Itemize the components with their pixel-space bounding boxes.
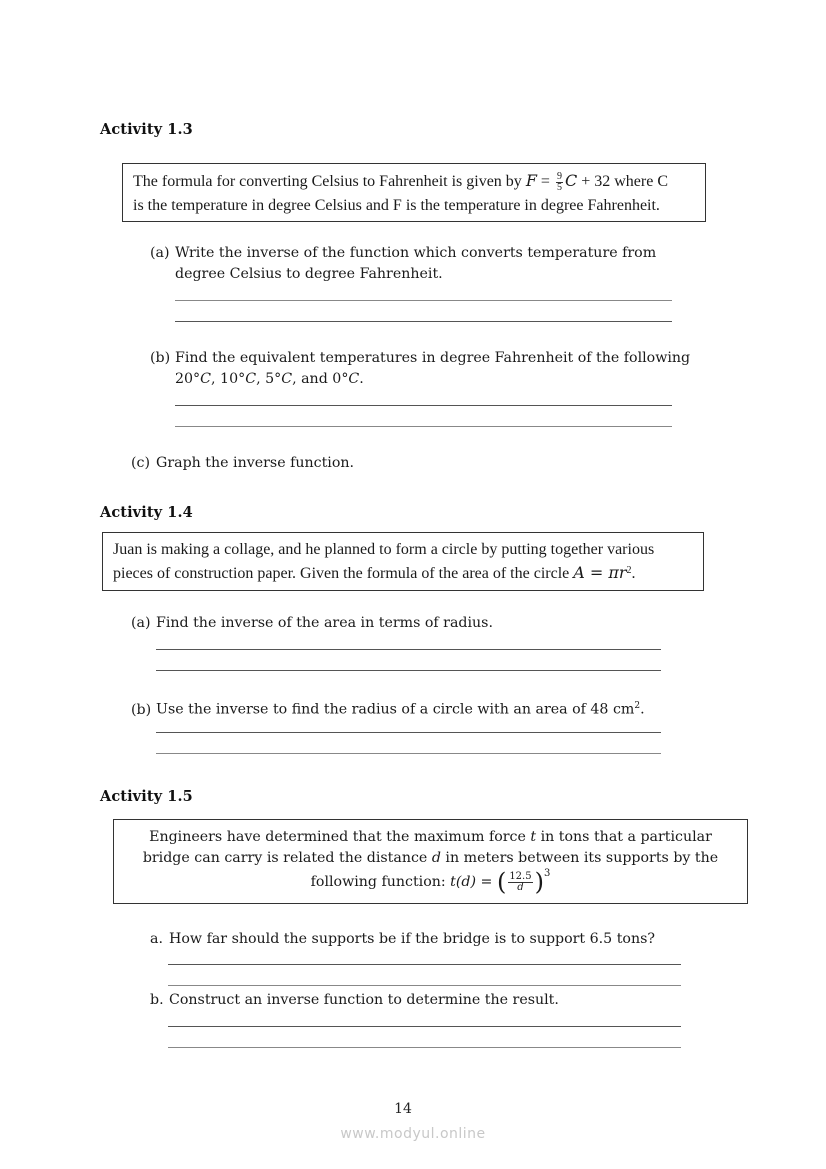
variable-d: d	[431, 850, 441, 866]
formula-exponent: 2	[626, 565, 632, 576]
activity-1-4-heading: Activity 1.4	[100, 504, 193, 521]
activity-1-3-question-b-line-2	[175, 369, 364, 390]
formula-fraction	[556, 172, 563, 193]
question-label: (b)	[131, 701, 152, 718]
question-text: Find the inverse of the area in terms of radius.	[156, 615, 493, 631]
separator: , and	[292, 371, 333, 387]
answer-line[interactable]	[156, 753, 661, 754]
formula-variable-c: C	[564, 171, 578, 190]
problem-text: pieces of construction paper. Given the formula of the area of the circle	[113, 565, 574, 582]
problem-text: where C	[610, 173, 668, 190]
answer-line[interactable]	[168, 985, 681, 986]
temp-unit: C	[245, 371, 257, 387]
variable-t: t	[530, 829, 537, 845]
left-paren: (	[496, 868, 507, 896]
activity-1-3-heading: Activity 1.3	[100, 121, 193, 138]
function-fraction	[508, 872, 532, 893]
answer-line[interactable]	[175, 321, 672, 322]
answer-line[interactable]	[156, 732, 661, 733]
temp-value: 10°	[220, 371, 246, 387]
fraction-denominator: d	[517, 881, 524, 893]
activity-1-3-question-a-line-2: degree Celsius to degree Fahrenheit.	[175, 266, 443, 282]
problem-text-line-1	[133, 169, 668, 194]
question-text: Construct an inverse function to determine the result.	[169, 992, 559, 1008]
activity-1-4-question-b	[131, 696, 645, 721]
question-text: Write the inverse of the function which converts temperature from	[175, 245, 657, 261]
separator: ,	[256, 371, 266, 387]
question-label: b.	[150, 992, 164, 1008]
temp-value: 0°	[332, 371, 349, 387]
punctuation: .	[640, 701, 645, 718]
separator: ,	[211, 371, 221, 387]
punctuation: .	[359, 371, 364, 387]
watermark: www.modyul.online	[340, 1126, 486, 1142]
temp-unit: C	[281, 371, 293, 387]
temp-value: 20°	[175, 371, 201, 387]
problem-text-line-2	[113, 561, 636, 586]
problem-text-line-3	[114, 870, 747, 894]
problem-text: in tons that a particular	[536, 829, 712, 845]
problem-text: in meters between its supports by the	[440, 850, 719, 866]
unit-exponent: 2	[634, 701, 641, 711]
problem-text: following function:	[310, 874, 451, 890]
activity-1-3-problem-box	[122, 163, 706, 222]
activity-1-5-question-b	[150, 990, 559, 1011]
function-notation: t(d) =	[450, 874, 497, 890]
page-number: 14	[394, 1101, 412, 1117]
temp-unit: C	[200, 371, 212, 387]
problem-text-line-2: is the temperature in degree Celsius and F is the temperature in degree Fahrenheit.	[133, 197, 660, 214]
punctuation: .	[631, 565, 636, 582]
problem-text-line-2	[114, 846, 747, 870]
activity-1-3-question-c	[131, 453, 354, 474]
answer-line[interactable]	[175, 300, 672, 301]
activity-1-5-problem-box	[113, 819, 748, 904]
question-text: Find the equivalent temperatures in degree Fahrenheit of the following	[175, 350, 691, 366]
area-formula: A = πr	[573, 563, 627, 582]
answer-line[interactable]	[175, 426, 672, 427]
question-label: (c)	[131, 455, 151, 471]
problem-text: Engineers have determined that the maximum force	[149, 829, 531, 845]
question-label: a.	[150, 931, 163, 947]
temp-unit: C	[348, 371, 360, 387]
answer-line[interactable]	[175, 405, 672, 406]
activity-1-5-question-a	[150, 929, 655, 950]
temp-value: 5°	[265, 371, 282, 387]
question-label: (a)	[150, 245, 170, 261]
answer-line[interactable]	[168, 1047, 681, 1048]
formula-equals: =	[536, 173, 554, 190]
problem-text: bridge can carry is related the distance	[142, 850, 432, 866]
answer-line[interactable]	[156, 649, 661, 650]
activity-1-4-question-a	[131, 613, 493, 634]
formula-constant: + 32	[577, 173, 611, 190]
activity-1-4-problem-box	[102, 532, 704, 591]
question-label: (a)	[131, 615, 151, 631]
question-text: How far should the supports be if the bridge is to support 6.5 tons?	[169, 931, 655, 947]
answer-line[interactable]	[156, 670, 661, 671]
question-text: Graph the inverse function.	[156, 455, 355, 471]
function-exponent: 3	[543, 868, 551, 879]
activity-1-5-heading: Activity 1.5	[100, 788, 193, 805]
question-label: (b)	[150, 350, 171, 366]
fraction-numerator: 12.5	[509, 870, 532, 882]
answer-line[interactable]	[168, 1026, 681, 1027]
question-text: Use the inverse to find the radius of a circle with an area of 48 cm	[156, 701, 635, 718]
problem-text-line-1: Juan is making a collage, and he planned to form a circle by putting together various	[113, 541, 655, 558]
problem-text: The formula for converting Celsius to Fahrenheit is given by	[133, 173, 526, 190]
right-paren: )	[534, 868, 544, 896]
formula-variable-f: F	[525, 171, 537, 190]
fraction-numerator: 9	[556, 170, 562, 182]
fraction-denominator: 5	[556, 181, 562, 193]
activity-1-3-question-b	[150, 348, 690, 369]
answer-line[interactable]	[168, 964, 681, 965]
activity-1-3-question-a	[150, 243, 656, 264]
